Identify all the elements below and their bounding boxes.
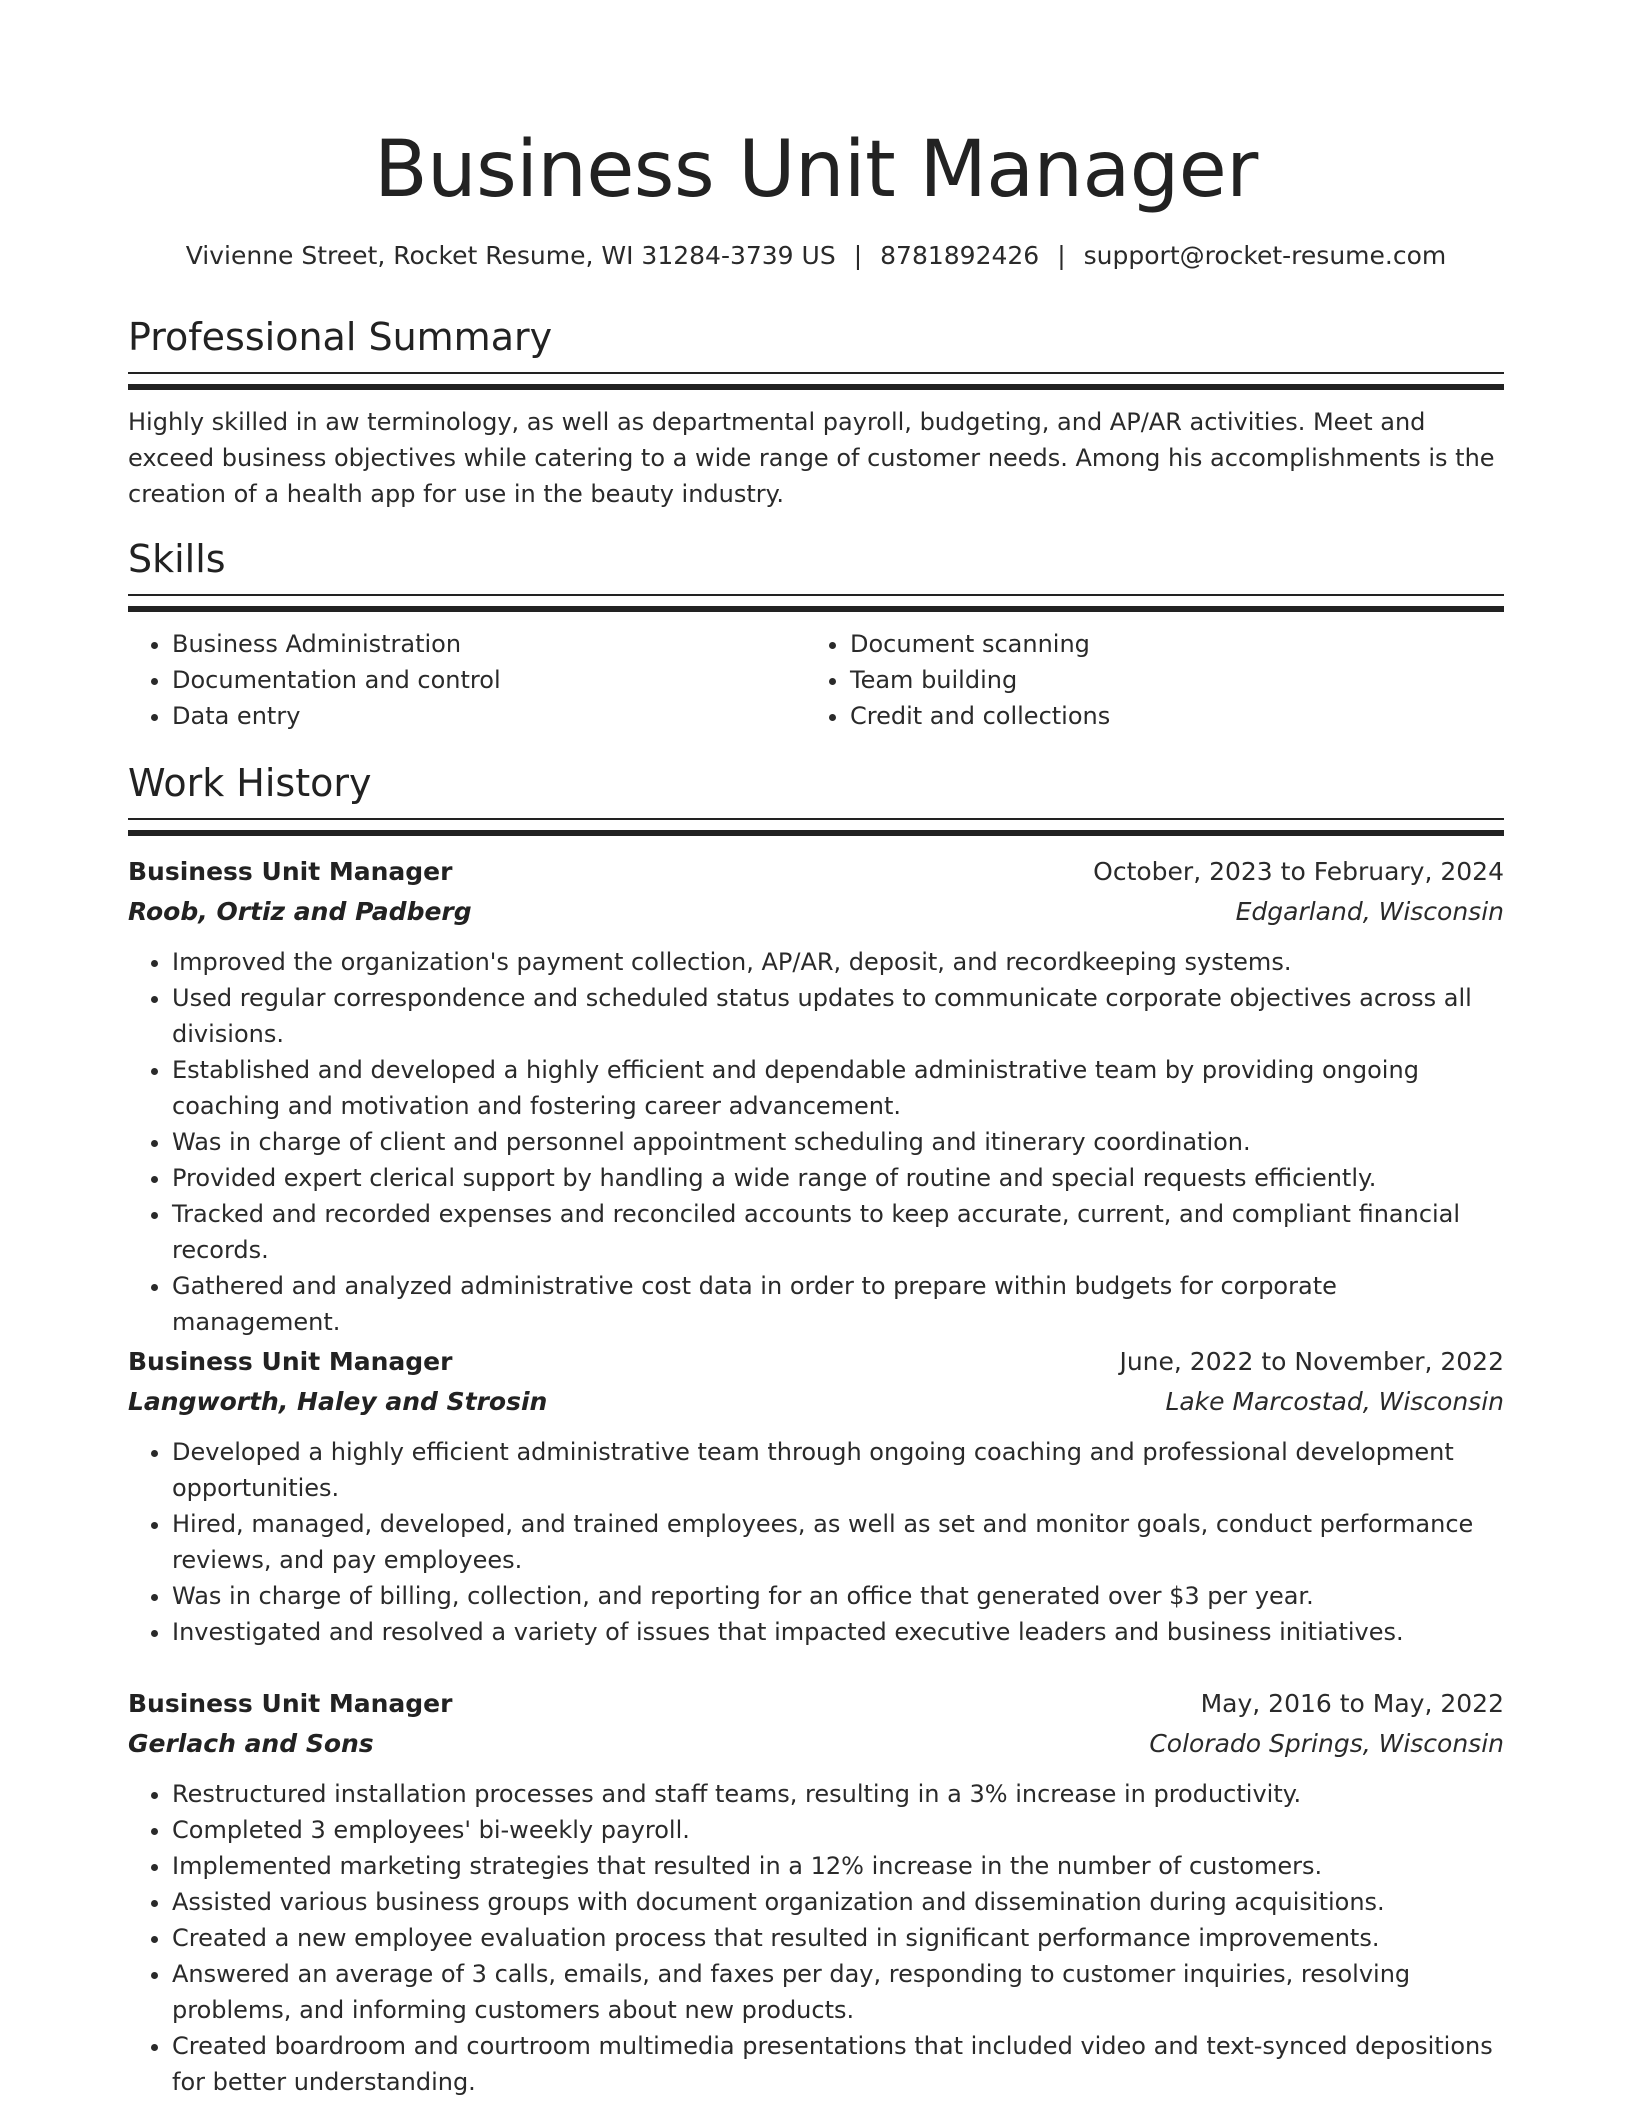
job-header	[128, 1686, 1504, 1722]
job-bullet: • Hired, managed, developed, and trained employees, as well as set and monitor goals, conduct performance reviews, and pay employees.	[172, 1506, 1504, 1578]
job-location: Colorado Springs, Wisconsin	[1149, 1729, 1504, 1758]
job-location: Lake Marcostad, Wisconsin	[1165, 1387, 1504, 1416]
job-bullet: • Completed 3 employees' bi-weekly payroll.	[172, 1812, 1504, 1848]
section-divider	[128, 594, 1504, 612]
summary-section	[128, 312, 1504, 512]
job-bullet: • Implemented marketing strategies that resulted in a 12% increase in the number of customers.	[172, 1848, 1504, 1884]
job-bullet: • Used regular correspondence and scheduled status updates to communicate corporate objectives across all divisions.	[172, 980, 1504, 1052]
job-bullet: • Assisted various business groups with document organization and dissemination during acquisitions.	[172, 1884, 1504, 1920]
job-entry	[128, 854, 1504, 1340]
job-bullet: • Provided expert clerical support by handling a wide range of routine and special requests efficiently.	[172, 1160, 1504, 1196]
contact-phone[interactable]: 8781892426	[880, 241, 1040, 270]
contact-email[interactable]: support@rocket-resume.com	[1083, 241, 1447, 270]
section-heading-work-history: Work History	[128, 761, 372, 805]
job-header	[128, 1344, 1504, 1380]
skill-item: • Document scanning	[850, 626, 1484, 662]
skill-item: • Business Administration	[172, 626, 806, 662]
section-heading-skills: Skills	[128, 537, 226, 581]
job-dates: June, 2022 to November, 2022	[1119, 1347, 1504, 1376]
skill-item: • Documentation and control	[172, 662, 806, 698]
skill-item: • Data entry	[172, 698, 806, 734]
job-subheader	[128, 1384, 1504, 1420]
job-title: Business Unit Manager	[128, 857, 453, 886]
job-bullet-list	[128, 1776, 1504, 2100]
contact-separator: |	[1057, 241, 1066, 270]
job-bullet-list	[128, 1434, 1504, 1650]
job-bullet: • Created a new employee evaluation process that resulted in significant performance improvements.	[172, 1920, 1504, 1956]
job-company: Langworth, Haley and Strosin	[128, 1387, 548, 1416]
skills-grid	[128, 626, 1504, 734]
work-history-section	[128, 758, 1504, 836]
section-heading-summary: Professional Summary	[128, 315, 553, 359]
contact-separator: |	[853, 241, 863, 270]
job-bullet: • Restructured installation processes and staff teams, resulting in a 3% increase in productivity.	[172, 1776, 1504, 1812]
job-bullet: • Investigated and resolved a variety of issues that impacted executive leaders and business initiatives.	[172, 1614, 1504, 1650]
job-entry	[128, 1344, 1504, 1650]
skills-column-right	[806, 626, 1484, 734]
skills-column-left	[128, 626, 806, 734]
skill-item: • Team building	[850, 662, 1484, 698]
contact-line	[128, 238, 1504, 274]
job-dates: October, 2023 to February, 2024	[1093, 857, 1504, 886]
section-divider	[128, 818, 1504, 836]
contact-address: Vivienne Street, Rocket Resume, WI 31284-3739 US	[185, 241, 836, 270]
skills-section	[128, 534, 1504, 734]
job-location: Edgarland, Wisconsin	[1235, 897, 1504, 926]
job-subheader	[128, 894, 1504, 930]
resume-title: Business Unit Manager	[374, 125, 1258, 215]
job-dates: May, 2016 to May, 2022	[1200, 1689, 1504, 1718]
skill-item: • Credit and collections	[850, 698, 1484, 734]
job-bullet: • Answered an average of 3 calls, emails, and faxes per day, responding to customer inquiries, resolving problems, and informing customers about new products.	[172, 1956, 1504, 2028]
job-bullet: • Created boardroom and courtroom multimedia presentations that included video and text-synced depositions for better understanding.	[172, 2028, 1504, 2100]
job-bullet: • Gathered and analyzed administrative cost data in order to prepare within budgets for corporate management.	[172, 1268, 1504, 1340]
job-header	[128, 854, 1504, 890]
summary-text: Highly skilled in aw terminology, as well as departmental payroll, budgeting, and AP/AR activities. Meet and exceed business objectives while catering to a wide range of customer needs. Among his accomplishments is the creation of a health app for use in the beauty industry.	[128, 408, 1495, 508]
job-bullet-list	[128, 944, 1504, 1340]
job-bullet: • Improved the organization's payment collection, AP/AR, deposit, and recordkeeping systems.	[172, 944, 1504, 980]
job-subheader	[128, 1726, 1504, 1762]
job-bullet: • Established and developed a highly efficient and dependable administrative team by providing ongoing coaching and motivation and fostering career advancement.	[172, 1052, 1504, 1124]
job-bullet: • Was in charge of client and personnel appointment scheduling and itinerary coordination.	[172, 1124, 1504, 1160]
job-entry	[128, 1686, 1504, 2100]
job-company: Gerlach and Sons	[128, 1729, 374, 1758]
job-company: Roob, Ortiz and Padberg	[128, 897, 472, 926]
job-title: Business Unit Manager	[128, 1689, 453, 1718]
job-title: Business Unit Manager	[128, 1347, 453, 1376]
job-bullet: • Developed a highly efficient administrative team through ongoing coaching and professional development opportunities.	[172, 1434, 1504, 1506]
job-bullet: • Tracked and recorded expenses and reconciled accounts to keep accurate, current, and compliant financial records.	[172, 1196, 1504, 1268]
job-bullet: • Was in charge of billing, collection, and reporting for an office that generated over $3 per year.	[172, 1578, 1504, 1614]
section-divider	[128, 372, 1504, 390]
